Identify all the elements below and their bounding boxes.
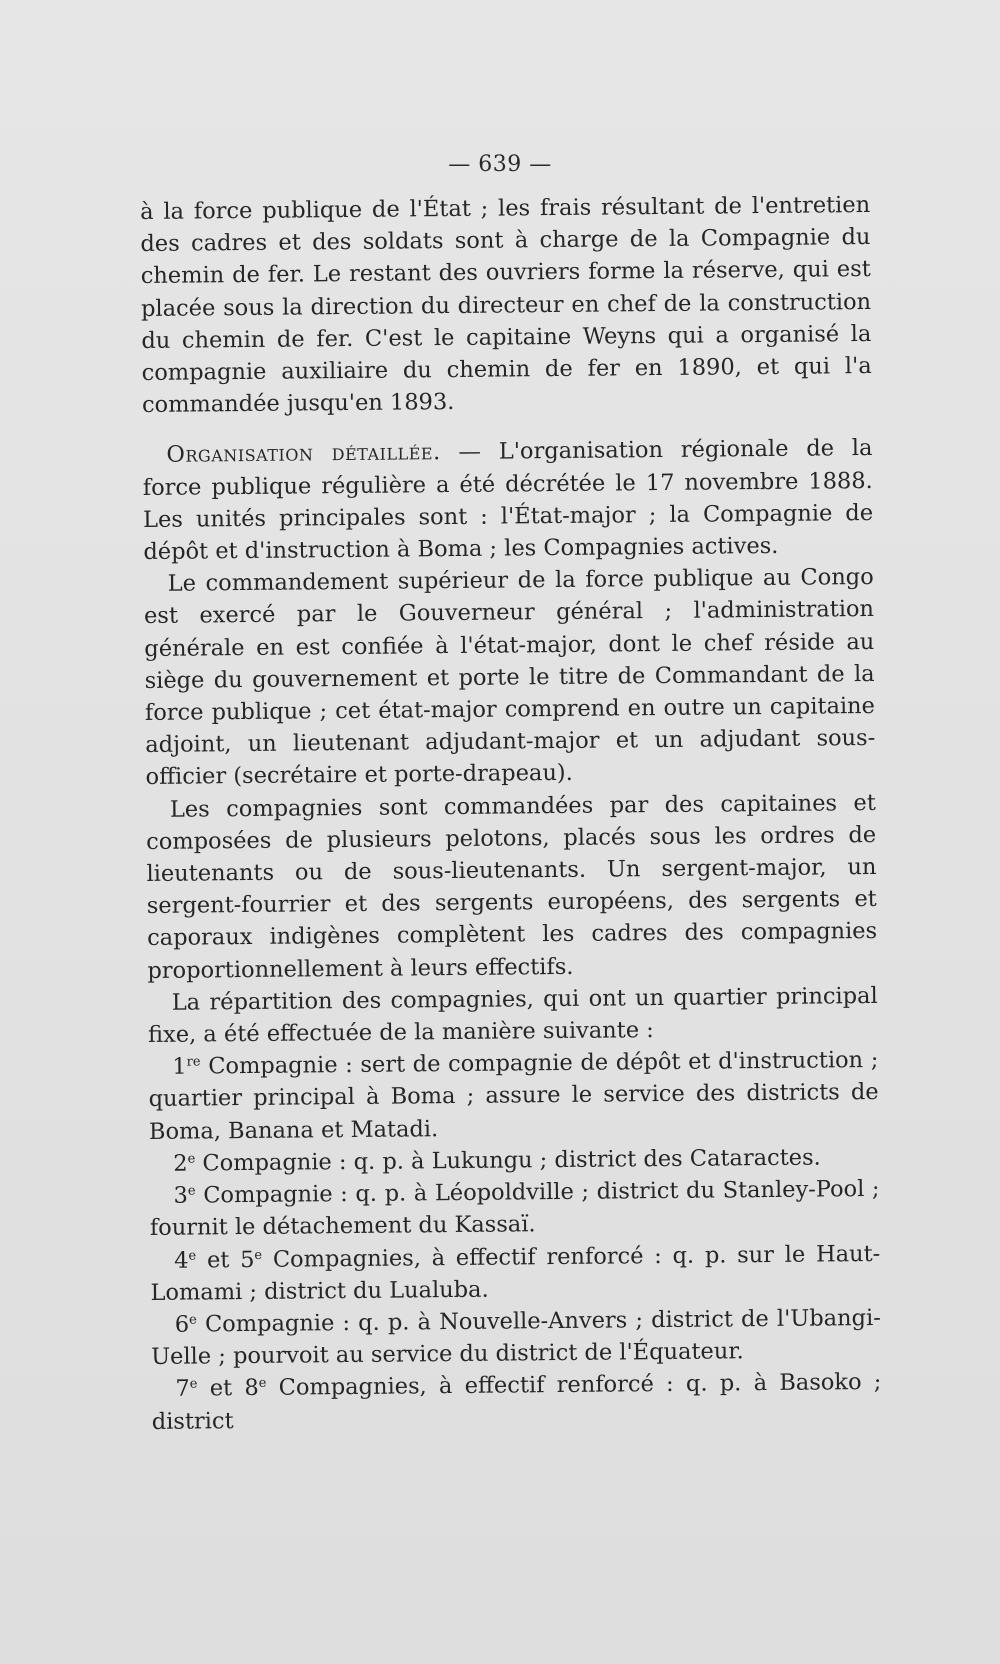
paragraph-2 [142,432,873,568]
company-entry-1: 1re Compagnie : sert de compagnie de dépôt et d'instruction ; quartier principal à Boma ; assure le service des districts de Boma, Banana et Matadi. [148,1047,879,1145]
company-entry-6: 7e et 8e Compagnies, à effectif renforcé : q. p. à Basoko ; district [151,1369,882,1435]
page-number: — 639 — [448,152,552,177]
section-heading: Organisation détaillée. [166,439,441,469]
paragraph-1: à la force publique de l'État ; les frais résultant de l'entretien des cadres et des soldats sont à charge de la Compagnie du chemin de fer. Le restant des ouvriers forme la réserve, qui est placée sous la direction du directeur en chef de la construction du chemin de fer. C'est le capitaine Weyns qui a organisé la compagnie auxiliaire du chemin de fer en 1890, et qui l'a commandée jusqu'en 1893. [140,191,872,419]
company-entry-3: 3e Compagnie : q. p. à Léopoldville ; district du Stanley-Pool ; fournit le détachement du Kassaï. [149,1176,880,1242]
paragraph-3: Le commandement supérieur de la force publique au Congo est exercé par le Gouverneur général ; l'administration générale en est confiée à l'état-major, dont le chef réside au siège du gouvernement et porte le titre de Commandant de la force publique ; cet état-major comprend en outre un capitaine adjoint, un lieutenant adjudant-major et un adjudant sous-officier (secrétaire et porte-drapeau). [143,564,876,791]
paragraph-2-text: — L'organisation régionale de la force publique régulière a été décrétée le 17 novembre 1888. Les unités principales sont : l'État-major ; la Compagnie de dépôt et d'instruction à Boma ; les Compagnies actives. [142,435,874,566]
company-entry-2: 2e Compagnie : q. p. à Lukungu ; district des Cataractes. [173,1144,821,1177]
paragraph-5: La répartition des compagnies, qui ont un quartier principal fixe, a été effectuée de la manière suivante : [147,982,878,1049]
company-entry-4: 4e et 5e Compagnies, à effectif renforcé : q. p. sur le Haut-Lomami ; district du Lualuba. [150,1240,881,1306]
paragraph-4: Les compagnies sont commandées par des capitaines et composées de plusieurs pelotons, placés sous les ordres de lieutenants ou de sous-lieutenants. Un sergent-major, un sergent-fourrier et des sergents européens, des sergents et caporaux indigènes complètent les cadres des compagnies proportionnellement à leurs effectifs. [146,789,878,984]
company-entry-5: 6e Compagnie : q. p. à Nouvelle-Anvers ; district de l'Ubangi-Uelle ; pourvoit au service du district de l'Équateur. [151,1304,881,1371]
body-text [140,189,882,1438]
